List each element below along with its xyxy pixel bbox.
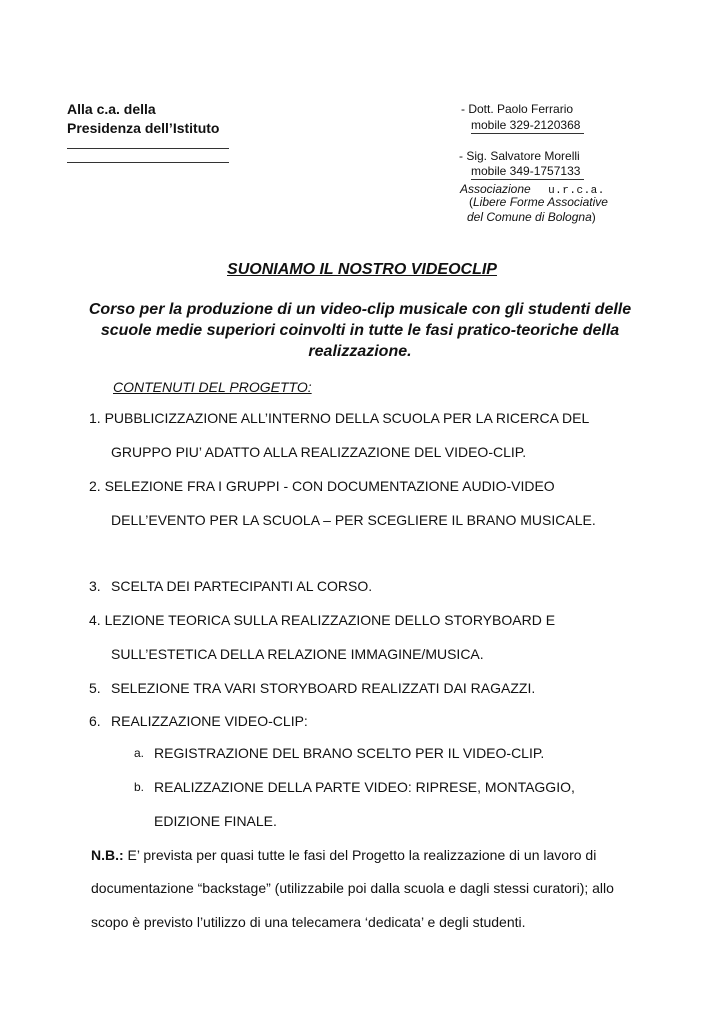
item-1-line-1: 1. PUBBLICIZZAZIONE ALL’INTERNO DELLA SCUOLA PER LA RICERCA DEL <box>89 410 590 426</box>
subitem-b-line-1: REALIZZAZIONE DELLA PARTE VIDEO: RIPRESE, MONTAGGIO, <box>154 779 575 795</box>
paren-close: ) <box>591 210 596 224</box>
association-full-name-part-1: Libere Forme Associative <box>473 195 608 209</box>
addressee-line-1: Alla c.a. della <box>67 101 156 117</box>
item-3-text: SCELTA DEI PARTECIPANTI AL CORSO. <box>111 578 373 594</box>
nb-label: N.B.: <box>91 847 124 863</box>
item-4-line-2: SULL’ESTETICA DELLA RELAZIONE IMMAGINE/MUSICA. <box>111 646 484 662</box>
association-full-name-line-1 <box>469 195 608 209</box>
document-title-text: SUONIAMO IL NOSTRO VIDEOCLIP <box>227 261 497 278</box>
item-2-line-1: 2. SELEZIONE FRA I GRUPPI - CON DOCUMENTAZIONE AUDIO-VIDEO <box>89 478 555 494</box>
addressee-line-2: Presidenza dell’Istituto <box>67 120 220 136</box>
nb-line-2: documentazione “backstage” (utilizzabile poi dalla scuola e dagli stessi curatori); allo <box>91 880 614 896</box>
subitem-b-line-2: EDIZIONE FINALE. <box>154 813 277 829</box>
item-1-line-2: GRUPPO PIU’ ADATTO ALLA REALIZZAZIONE DEL VIDEO-CLIP. <box>111 444 527 460</box>
nb-line-1 <box>91 847 596 863</box>
association-label: Associazione <box>460 182 531 196</box>
paren-open: ( <box>469 195 473 209</box>
association-code: u.r.c.a. <box>548 185 605 197</box>
document-title <box>0 261 724 279</box>
contact-2-mobile: mobile 349-1757133 <box>471 164 584 180</box>
nb-line-3: scopo è previsto l’utilizzo di una telecamera ‘dedicata’ e degli studenti. <box>91 914 526 930</box>
item-5-number: 5. <box>89 680 101 696</box>
addressee-blank-line-1 <box>67 148 229 149</box>
contact-1-name: - Dott. Paolo Ferrario <box>461 102 574 116</box>
item-3-number: 3. <box>89 578 101 594</box>
association-full-name-line-2 <box>467 210 596 224</box>
item-6-text: REALIZZAZIONE VIDEO-CLIP: <box>111 713 308 729</box>
document-subtitle: Corso per la produzione di un video-clip musicale con gli studenti delle scuole medie superiori coinvolti in tutte le fasi pratico-teoriche della realizzazione. <box>88 301 632 360</box>
contents-heading: CONTENUTI DEL PROGETTO: <box>113 379 312 395</box>
contact-1-mobile: mobile 329-2120368 <box>471 118 584 134</box>
nb-line-1-text: E’ prevista per quasi tutte le fasi del Progetto la realizzazione di un lavoro di <box>123 847 597 863</box>
item-2-line-2: DELL’EVENTO PER LA SCUOLA – PER SCEGLIERE IL BRANO MUSICALE. <box>111 512 596 528</box>
contact-2-name: - Sig. Salvatore Morelli <box>459 149 580 163</box>
addressee-blank-line-2 <box>67 162 229 163</box>
subitem-a-letter: a. <box>134 746 145 760</box>
subitem-a-text: REGISTRAZIONE DEL BRANO SCELTO PER IL VIDEO-CLIP. <box>154 745 545 761</box>
item-5-text: SELEZIONE TRA VARI STORYBOARD REALIZZATI DAI RAGAZZI. <box>111 680 536 696</box>
subitem-b-letter: b. <box>134 780 145 794</box>
item-6-number: 6. <box>89 713 101 729</box>
item-4-line-1: 4. LEZIONE TEORICA SULLA REALIZZAZIONE DELLO STORYBOARD E <box>89 612 556 628</box>
association-full-name-part-2: del Comune di Bologna <box>467 210 592 224</box>
